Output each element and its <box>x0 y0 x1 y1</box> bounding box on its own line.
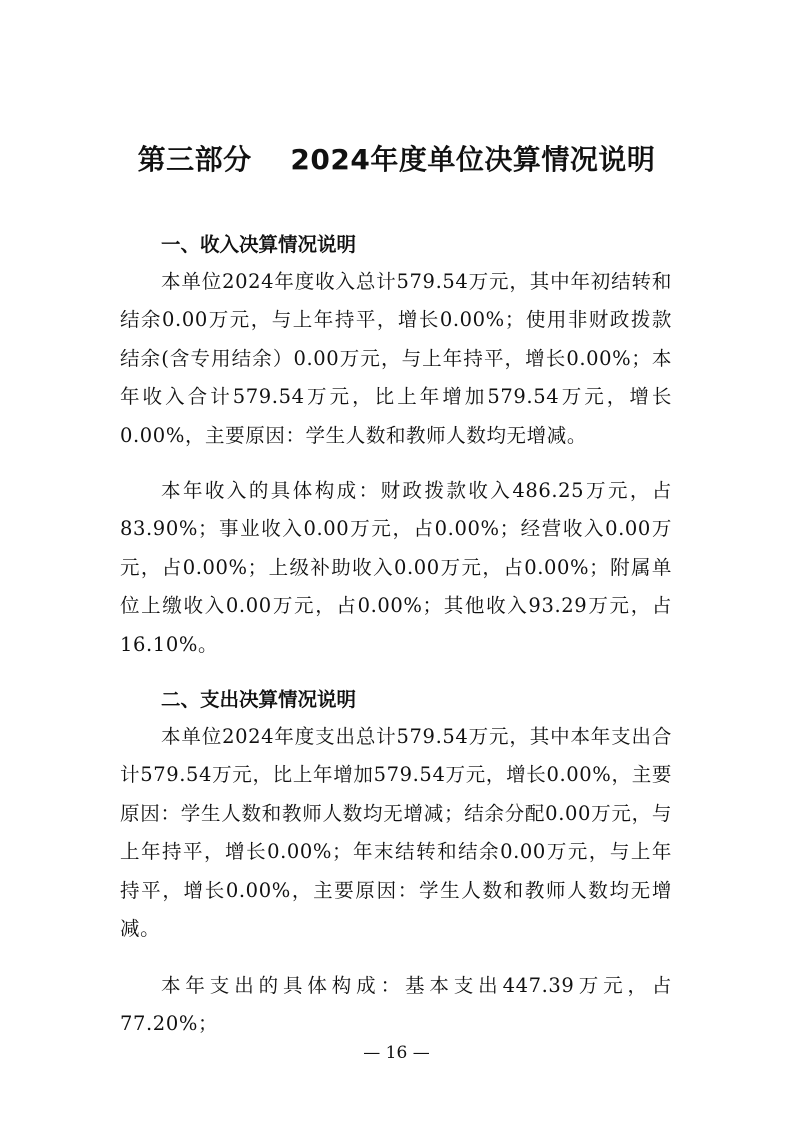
page-title: 第三部分 2024年度单位决算情况说明 <box>137 143 656 176</box>
section-heading-income: 一、收入决算情况说明 <box>161 233 357 256</box>
income-summary-paragraph: 本单位2024年度收入总计579.54万元，其中年初结转和结余0.00万元，与上年持平，增长0.00%；使用非财政拨款结余(含专用结余）0.00万元，与上年持平，增长0.00%；本年收入合计579.54万元，比上年增加579.54万元，增长0.00%，主要原因：学生人数和教师人数均无增减。 <box>120 270 672 447</box>
page-number: — 16 — <box>363 1043 430 1063</box>
section-heading-expenditure: 二、支出决算情况说明 <box>161 688 357 711</box>
expenditure-composition-paragraph: 本年支出的具体构成：基本支出447.39万元，占77.20%； <box>120 974 672 1036</box>
expenditure-summary-paragraph: 本单位2024年度支出总计579.54万元，其中本年支出合计579.54万元，比上年增加579.54万元，增长0.00%，主要原因：学生人数和教师人数均无增减；结余分配0.00万元，与上年持平，增长0.00%；年末结转和结余0.00万元，与上年持平，增长0.00%，主要原因：学生人数和教师人数均无增减。 <box>120 725 672 941</box>
income-composition-paragraph: 本年收入的具体构成：财政拨款收入486.25万元，占83.90%；事业收入0.00万元，占0.00%；经营收入0.00万元，占0.00%；上级补助收入0.00万元，占0.00%；附属单位上缴收入0.00万元，占0.00%；其他收入93.29万元，占16.10%。 <box>120 479 672 656</box>
